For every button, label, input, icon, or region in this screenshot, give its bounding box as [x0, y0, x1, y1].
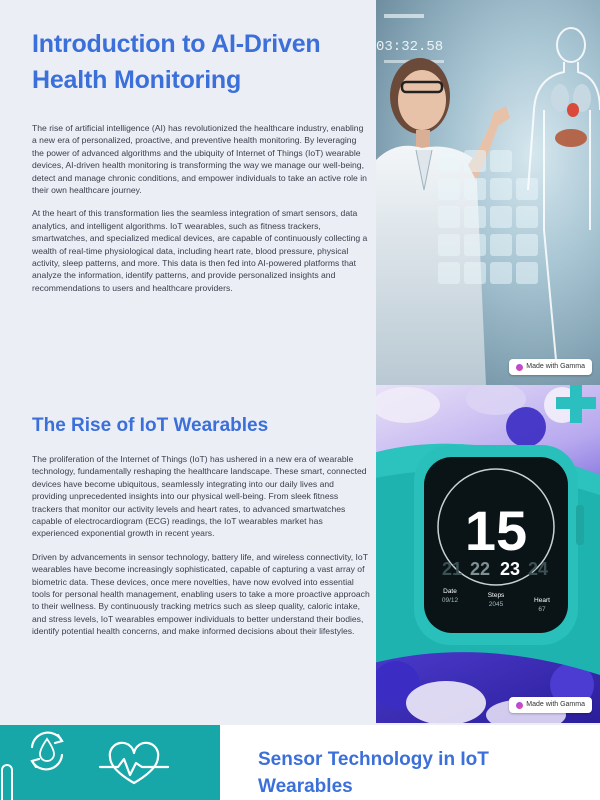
- watch-stat-label-steps: Steps: [487, 592, 505, 599]
- sensor-icons-panel: [0, 725, 220, 800]
- made-with-gamma-label: Made with Gamma: [526, 363, 585, 370]
- intro-paragraph-1: The rise of artificial intelligence (AI) has revolutionized the healthcare industry, enabling a new era of personalized, proactive, and preventive health monitoring. By leveraging the power of advanced algorithms and the ubiquity of Internet of Things (IoT) wearable devices, AI-driven health monitoring is transforming the way we manage our well-being, detect and manage chronic conditions, and empower individuals to take an active role in their own healthcare journey.: [32, 123, 367, 196]
- section-heading: The Rise of IoT Wearables: [32, 415, 269, 436]
- watch-date-22: 22: [469, 559, 491, 579]
- page-title: Introduction to AI-Driven Health Monitoring: [32, 30, 321, 94]
- water-drop-refresh-icon: [32, 733, 62, 770]
- intro-paragraph-2: At the heart of this transformation lies the seamless integration of smart sensors, data analytics, and intelligent algorithms. IoT wearables, such as fitness trackers, smartwatches, and specialized medical devices, are capable of continuously collecting a wealth of real-time physiological data, including heart rate, blood pressure, physical activity, sleep patterns, and more. This data is then fed into AI-powered platforms that analyze the information, identify patterns, and provide personalized insights and recommendations to users and healthcare providers.: [32, 208, 368, 293]
- doctor-hologram-illustration: [376, 0, 600, 385]
- section-iot-wearables: [0, 385, 600, 725]
- doctor-hologram-image: [376, 0, 600, 385]
- wearables-paragraph-2: Driven by advancements in sensor technology, battery life, and wireless connectivity, IoT wearables have become increasingly sophisticated, capable of capturing a vast array of biometric data. These devices, once mere novelties, have now evolved into essential tools for personal health management, enabling users to take a more proactive approach to their wellness. By continuously tracking metrics such as sleep quality, caloric intake, and stress levels, IoT wearables empower individuals to better understand their bodies, identify potential health concerns, and make informed decisions about their lifestyles.: [32, 551, 370, 637]
- section-sensor-technology: [0, 725, 600, 800]
- made-with-gamma-badge[interactable]: [509, 359, 592, 375]
- smartwatch-image: [376, 385, 600, 723]
- made-with-gamma-label: Made with Gamma: [526, 701, 585, 708]
- sensor-icons: [0, 725, 220, 800]
- watch-stat-value-heart: 67: [538, 606, 546, 613]
- thermometer-icon: [2, 765, 12, 800]
- watch-stat-value-steps: 2045: [488, 601, 504, 608]
- watch-date-24: 24: [527, 559, 549, 579]
- made-with-gamma-badge[interactable]: [509, 697, 592, 713]
- watch-stat-label-heart: Heart: [534, 597, 550, 604]
- watch-date-21: 21: [441, 559, 463, 579]
- smartwatch-illustration: [376, 385, 600, 723]
- heart-pulse-icon: [100, 743, 168, 783]
- watch-big-number: 15: [464, 499, 528, 562]
- watch-stat-label-date: Date: [443, 588, 457, 595]
- section-iot-wearables-text: [32, 413, 370, 638]
- wearables-paragraph-1: The proliferation of the Internet of Things (IoT) has ushered in a new era of wearable technology, fundamentally reshaping the healthcare landscape. These smart, connected devices have become ubiquitous, seamlessly integrating into our daily lives and providing unprecedented insights into our physical well-being. From sleek fitness trackers that monitor our activity levels and heart rates, to advanced smartwatches capable of electrocardiogram (ECG) readings, the IoT wearables market has experienced exponential growth in recent years.: [32, 454, 367, 539]
- section-intro-text: [32, 26, 370, 294]
- gamma-logo-icon: [516, 364, 523, 371]
- watch-date-23: 23: [499, 559, 521, 579]
- gamma-logo-icon: [516, 702, 523, 709]
- watch-stat-value-date: 09/12: [441, 597, 459, 604]
- section-sensor-heading: Sensor Technology in IoT Wearables: [258, 749, 489, 797]
- hud-timer: 03:32.58: [376, 39, 444, 55]
- section-intro: [0, 0, 600, 385]
